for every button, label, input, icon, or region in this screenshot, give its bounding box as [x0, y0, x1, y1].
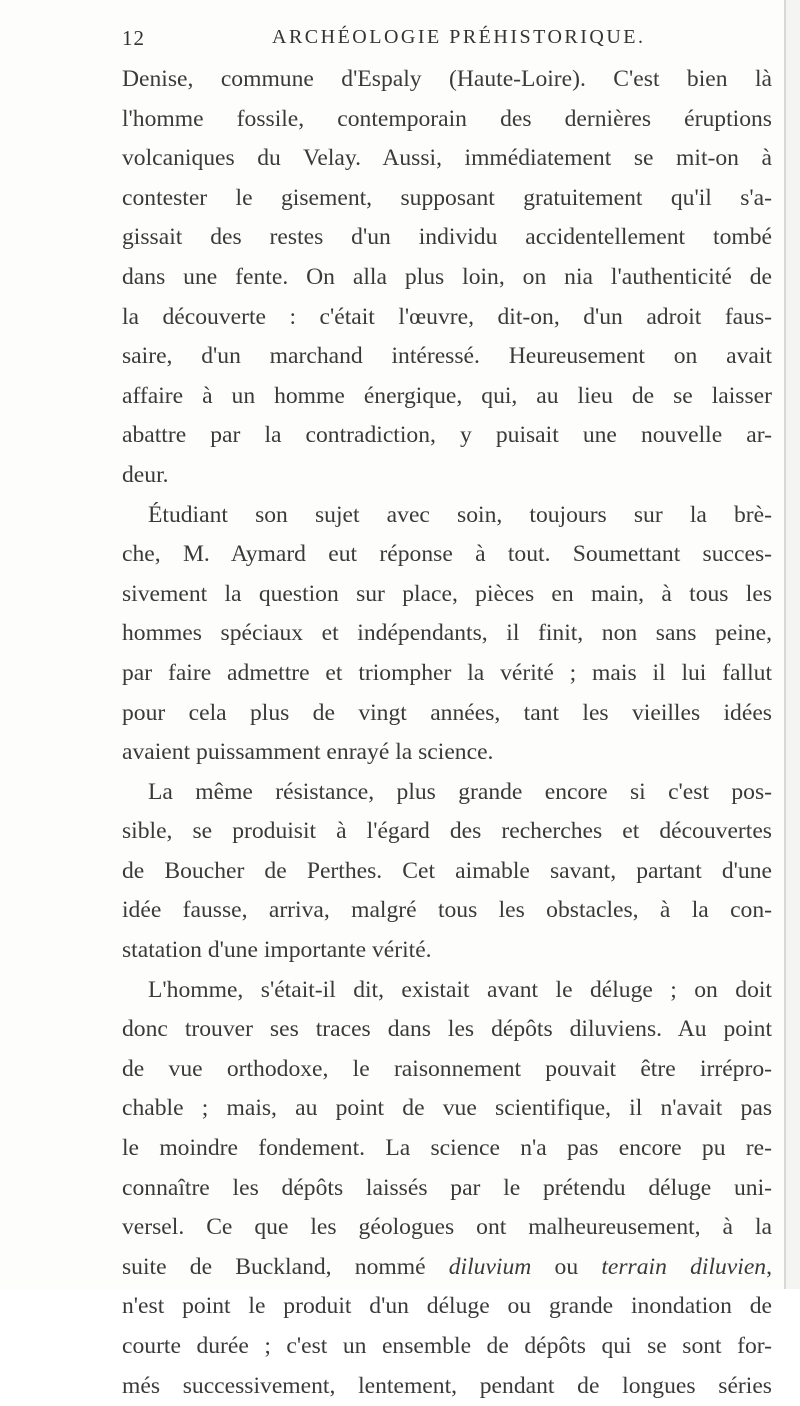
text-line: gissait des restes d'un individu accidentellement tombé	[122, 224, 772, 251]
text-line: sivement la question sur place, pièces en main, à tous les	[122, 580, 772, 607]
page-header	[122, 26, 782, 56]
text-line: versel. Ce que les géologues ont malheureusement, à la	[122, 1214, 772, 1241]
text-line: l'homme fossile, contemporain des dernières éruptions	[122, 105, 772, 132]
page-edge	[784, 0, 800, 1289]
text-line: sible, se produisit à l'égard des recherches et découvertes	[122, 818, 772, 845]
text-line: Étudiant son sujet avec soin, toujours sur la brè-	[148, 501, 772, 528]
running-title: ARCHÉOLOGIE PRÉHISTORIQUE.	[272, 26, 646, 48]
text-line: abattre par la contradiction, y puisait une nouvelle ar-	[122, 422, 772, 449]
text-line: la découverte : c'était l'œuvre, dit-on, d'un adroit faus-	[122, 303, 772, 330]
text-line: saire, d'un marchand intéressé. Heureusement on avait	[122, 343, 772, 370]
text-line: dans une fente. On alla plus loin, on nia l'authenticité de	[122, 263, 772, 290]
text-line: hommes spéciaux et indépendants, il finit, non sans peine,	[122, 620, 772, 647]
text-line: le moindre fondement. La science n'a pas encore pu re-	[122, 1135, 772, 1162]
text-line: chable ; mais, au point de vue scientifique, il n'avait pas	[122, 1095, 772, 1122]
text-line: courte durée ; c'est un ensemble de dépôts qui se sont for-	[122, 1333, 772, 1359]
text-line: de Boucher de Perthes. Cet aimable savant, partant d'une	[122, 857, 772, 884]
text-line: més successivement, lentement, pendant de longues séries	[122, 1372, 772, 1399]
text-line: Denise, commune d'Espaly (Haute-Loire). C'est bien là	[122, 66, 772, 92]
text-line: affaire à un homme énergique, qui, au lieu de se laisser	[122, 382, 772, 409]
text-line: volcaniques du Velay. Aussi, immédiatement se mit-on à	[122, 145, 772, 172]
page-number: 12	[122, 26, 145, 50]
text-line: connaître les dépôts laissés par le prétendu déluge uni-	[122, 1174, 772, 1201]
text-line: avaient puissamment enrayé la science.	[122, 739, 494, 766]
text-line: de vue orthodoxe, le raisonnement pouvait être irrépro-	[122, 1055, 772, 1082]
text-line: donc trouver ses traces dans les dépôts diluviens. Au point	[122, 1016, 772, 1043]
text-line: contester le gisement, supposant gratuitement qu'il s'a-	[122, 184, 772, 211]
text-line: deur.	[122, 461, 169, 488]
text-line: pour cela plus de vingt années, tant les vieilles idées	[122, 699, 772, 726]
text-line: par faire admettre et triompher la vérité ; mais il lui fallut	[122, 659, 772, 686]
text-line: suite de Buckland, nommé diluvium ou terrain diluvien,	[122, 1253, 772, 1280]
text-line: statation d'une importante vérité.	[122, 937, 432, 964]
text-line: che, M. Aymard eut réponse à tout. Soumettant succes-	[122, 541, 772, 568]
body-text	[122, 60, 772, 1406]
text-line: idée fausse, arriva, malgré tous les obstacles, à la con-	[122, 897, 772, 924]
text-line: n'est point le produit d'un déluge ou grande inondation de	[122, 1293, 772, 1320]
text-line: L'homme, s'était-il dit, existait avant le déluge ; on doit	[148, 976, 772, 1003]
text-line: La même résistance, plus grande encore si c'est pos-	[148, 778, 772, 805]
